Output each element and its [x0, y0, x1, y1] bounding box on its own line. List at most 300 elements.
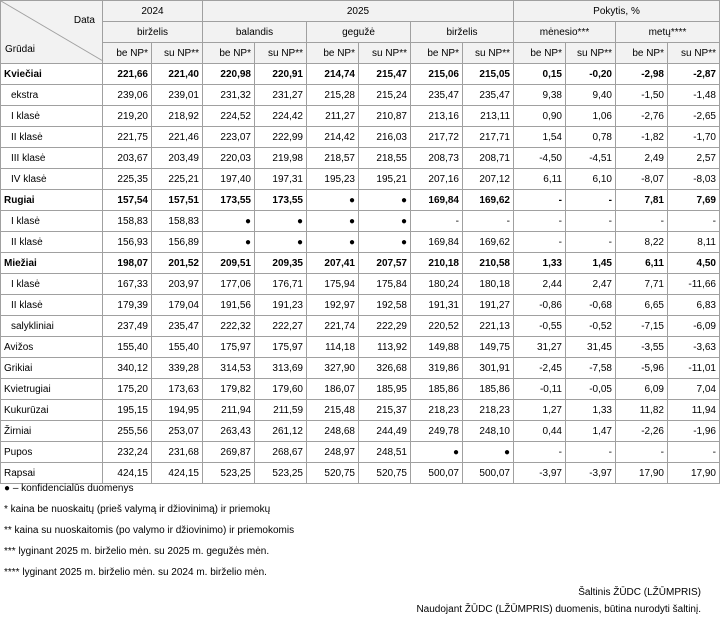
table-cell: 216,03	[359, 127, 411, 148]
row-label: Miežiai	[1, 253, 103, 274]
table-cell: 215,24	[359, 85, 411, 106]
table-cell: 217,72	[411, 127, 463, 148]
table-cell: 185,95	[359, 379, 411, 400]
table-cell: -1,50	[616, 85, 668, 106]
table-row	[1, 316, 720, 337]
table-cell: 424,15	[152, 463, 203, 484]
row-label: Grikiai	[1, 358, 103, 379]
table-row	[1, 148, 720, 169]
header-month: metų****	[616, 22, 720, 43]
row-label: II klasė	[1, 295, 103, 316]
table-cell: 209,51	[203, 253, 255, 274]
table-cell: 186,07	[307, 379, 359, 400]
table-cell: 192,58	[359, 295, 411, 316]
table-cell: 219,20	[103, 106, 152, 127]
table-cell: ●	[359, 211, 411, 232]
table-cell: 231,68	[152, 442, 203, 463]
table-cell: 169,84	[411, 232, 463, 253]
table-cell: 180,18	[463, 274, 514, 295]
source-label: Šaltinis ŽŪDC (LŽŪMPRIS)	[578, 587, 701, 598]
table-cell: 220,91	[255, 64, 307, 85]
footnote: *** lyginant 2025 m. birželio mėn. su 2025 m. gegužės mėn.	[4, 546, 270, 557]
table-cell: -	[616, 211, 668, 232]
table-cell: -2,65	[668, 106, 720, 127]
table-cell: 208,73	[411, 148, 463, 169]
table-cell: 191,23	[255, 295, 307, 316]
row-label: IV klasė	[1, 169, 103, 190]
table-cell: 179,04	[152, 295, 203, 316]
footnote: **** lyginant 2025 m. birželio mėn. su 2024 m. birželio mėn.	[4, 567, 267, 578]
table-row	[1, 232, 720, 253]
header-month: balandis	[203, 22, 307, 43]
table-cell: -0,68	[566, 295, 616, 316]
table-cell: ●	[411, 442, 463, 463]
row-label: Rapsai	[1, 463, 103, 484]
source-note: Naudojant ŽŪDC (LŽŪMPRIS) duomenis, būtina nurodyti šaltinį.	[416, 604, 701, 615]
table-cell: 1,54	[514, 127, 566, 148]
table-row	[1, 253, 720, 274]
table-cell: 1,06	[566, 106, 616, 127]
table-cell: ●	[307, 232, 359, 253]
header-row-years	[1, 1, 720, 22]
table-cell: ●	[203, 211, 255, 232]
table-cell: 219,98	[255, 148, 307, 169]
table-cell: 203,67	[103, 148, 152, 169]
table-cell: 114,18	[307, 337, 359, 358]
table-cell: -0,20	[566, 64, 616, 85]
table-cell: -7,58	[566, 358, 616, 379]
table-row	[1, 400, 720, 421]
table-cell: 210,18	[411, 253, 463, 274]
table-row	[1, 190, 720, 211]
table-cell: 520,75	[359, 463, 411, 484]
table-cell: 180,24	[411, 274, 463, 295]
table-cell: 113,92	[359, 337, 411, 358]
table-cell: 326,68	[359, 358, 411, 379]
table-cell: 7,04	[668, 379, 720, 400]
table-cell: 215,37	[359, 400, 411, 421]
table-row	[1, 274, 720, 295]
table-cell: 176,71	[255, 274, 307, 295]
table-cell: 191,27	[463, 295, 514, 316]
table-cell: -	[463, 211, 514, 232]
table-cell: 232,24	[103, 442, 152, 463]
table-cell: 500,07	[411, 463, 463, 484]
table-cell: 173,63	[152, 379, 203, 400]
table-cell: 2,49	[616, 148, 668, 169]
table-cell: 215,05	[463, 64, 514, 85]
table-row	[1, 64, 720, 85]
table-cell: ●	[307, 211, 359, 232]
table-cell: 218,23	[463, 400, 514, 421]
table-cell: 1,33	[514, 253, 566, 274]
table-cell: -2,98	[616, 64, 668, 85]
table-cell: -3,63	[668, 337, 720, 358]
table-cell: -6,09	[668, 316, 720, 337]
table-cell: -	[411, 211, 463, 232]
row-label: I klasė	[1, 274, 103, 295]
table-cell: 207,12	[463, 169, 514, 190]
table-cell: 253,07	[152, 421, 203, 442]
table-cell: -	[566, 211, 616, 232]
table-cell: 215,28	[307, 85, 359, 106]
table-row	[1, 169, 720, 190]
table-cell: 523,25	[255, 463, 307, 484]
table-row	[1, 295, 720, 316]
table-cell: 213,11	[463, 106, 514, 127]
table-body	[1, 64, 720, 484]
table-cell: 175,97	[255, 337, 307, 358]
table-cell: 0,78	[566, 127, 616, 148]
table-cell: 225,35	[103, 169, 152, 190]
table-cell: 179,39	[103, 295, 152, 316]
table-cell: 222,29	[359, 316, 411, 337]
table-cell: ●	[203, 232, 255, 253]
table-cell: -4,51	[566, 148, 616, 169]
table-cell: 7,81	[616, 190, 668, 211]
header-year-2024: 2024	[103, 1, 203, 22]
table-row	[1, 85, 720, 106]
table-cell: 224,52	[203, 106, 255, 127]
header-row-sub	[1, 43, 720, 64]
table-cell: 249,78	[411, 421, 463, 442]
row-label: II klasė	[1, 127, 103, 148]
table-cell: 6,10	[566, 169, 616, 190]
table-cell: 221,74	[307, 316, 359, 337]
table-cell: 198,07	[103, 253, 152, 274]
table-corner-cell	[1, 1, 103, 64]
row-label: I klasė	[1, 211, 103, 232]
table-row	[1, 211, 720, 232]
table-cell: 191,56	[203, 295, 255, 316]
table-cell: 6,09	[616, 379, 668, 400]
table-cell: 218,55	[359, 148, 411, 169]
table-cell: 239,01	[152, 85, 203, 106]
table-cell: 0,44	[514, 421, 566, 442]
table-cell: 214,42	[307, 127, 359, 148]
table-cell: 192,97	[307, 295, 359, 316]
table-cell: 218,23	[411, 400, 463, 421]
table-cell: 179,82	[203, 379, 255, 400]
table-cell: -1,48	[668, 85, 720, 106]
table-cell: ●	[255, 211, 307, 232]
header-be-np: be NP*	[616, 43, 668, 64]
table-cell: ●	[255, 232, 307, 253]
row-label: Kvietrugiai	[1, 379, 103, 400]
table-cell: 424,15	[103, 463, 152, 484]
table-cell: ●	[359, 232, 411, 253]
table-cell: 179,60	[255, 379, 307, 400]
table-cell: 209,35	[255, 253, 307, 274]
table-cell: -4,50	[514, 148, 566, 169]
footnote: ● – konfidencialūs duomenys	[4, 483, 134, 494]
table-cell: -	[514, 232, 566, 253]
table-cell: -	[566, 190, 616, 211]
table-cell: 214,74	[307, 64, 359, 85]
row-label: Žirniai	[1, 421, 103, 442]
table-cell: 194,95	[152, 400, 203, 421]
table-cell: 1,27	[514, 400, 566, 421]
table-cell: 185,86	[463, 379, 514, 400]
table-cell: 6,11	[616, 253, 668, 274]
row-label: Kviečiai	[1, 64, 103, 85]
table-cell: 11,94	[668, 400, 720, 421]
table-cell: 169,62	[463, 232, 514, 253]
table-cell: 158,83	[103, 211, 152, 232]
table-cell: 221,75	[103, 127, 152, 148]
table-cell: -1,82	[616, 127, 668, 148]
table-cell: -	[668, 442, 720, 463]
table-cell: 1,33	[566, 400, 616, 421]
table-cell: 191,31	[411, 295, 463, 316]
table-cell: 156,93	[103, 232, 152, 253]
table-cell: 215,48	[307, 400, 359, 421]
table-cell: 207,16	[411, 169, 463, 190]
table-row	[1, 337, 720, 358]
table-cell: 173,55	[203, 190, 255, 211]
table-cell: 263,43	[203, 421, 255, 442]
header-month: birželis	[103, 22, 203, 43]
table-cell: 261,12	[255, 421, 307, 442]
table-cell: 6,83	[668, 295, 720, 316]
table-cell: -1,70	[668, 127, 720, 148]
table-cell: 340,12	[103, 358, 152, 379]
table-cell: 185,86	[411, 379, 463, 400]
table-cell: -2,26	[616, 421, 668, 442]
table-cell: 222,99	[255, 127, 307, 148]
footnote: * kaina be nuoskaitų (prieš valymą ir džiovinimą) ir priemokų	[4, 504, 271, 515]
table-cell: ●	[463, 442, 514, 463]
row-label: Pupos	[1, 442, 103, 463]
table-cell: 211,59	[255, 400, 307, 421]
table-cell: 11,82	[616, 400, 668, 421]
table-cell: -2,76	[616, 106, 668, 127]
header-su-np: su NP**	[152, 43, 203, 64]
table-cell: 221,66	[103, 64, 152, 85]
table-cell: 169,62	[463, 190, 514, 211]
table-cell: -0,05	[566, 379, 616, 400]
table-cell: -	[668, 211, 720, 232]
table-cell: -3,97	[514, 463, 566, 484]
header-month: mėnesio***	[514, 22, 616, 43]
table-cell: 239,06	[103, 85, 152, 106]
table-cell: 313,69	[255, 358, 307, 379]
table-cell: 248,10	[463, 421, 514, 442]
table-cell: 301,91	[463, 358, 514, 379]
table-cell: 1,47	[566, 421, 616, 442]
table-cell: -0,86	[514, 295, 566, 316]
table-cell: 221,13	[463, 316, 514, 337]
table-cell: -2,45	[514, 358, 566, 379]
table-cell: 314,53	[203, 358, 255, 379]
table-cell: -8,07	[616, 169, 668, 190]
table-cell: 175,20	[103, 379, 152, 400]
table-cell: 210,58	[463, 253, 514, 274]
table-cell: -0,11	[514, 379, 566, 400]
table-cell: 218,57	[307, 148, 359, 169]
table-cell: -0,52	[566, 316, 616, 337]
footnotes	[4, 484, 294, 589]
table-cell: -	[514, 190, 566, 211]
table-cell: 208,71	[463, 148, 514, 169]
header-row-months	[1, 22, 720, 43]
table-cell: 220,52	[411, 316, 463, 337]
corner-label-grudai: Grūdai	[5, 44, 36, 55]
table-cell: 167,33	[103, 274, 152, 295]
header-be-np: be NP*	[411, 43, 463, 64]
table-row	[1, 463, 720, 484]
table-cell: 17,90	[668, 463, 720, 484]
row-label: Avižos	[1, 337, 103, 358]
table-cell: 6,11	[514, 169, 566, 190]
table-cell: 235,47	[152, 316, 203, 337]
table-cell: 213,16	[411, 106, 463, 127]
header-month: gegužė	[307, 22, 411, 43]
table-cell: 248,51	[359, 442, 411, 463]
table-cell: 224,42	[255, 106, 307, 127]
header-be-np: be NP*	[307, 43, 359, 64]
table-cell: 175,94	[307, 274, 359, 295]
table-cell: ●	[307, 190, 359, 211]
table-cell: 8,22	[616, 232, 668, 253]
table-cell: 7,69	[668, 190, 720, 211]
table-cell: 157,54	[103, 190, 152, 211]
table-cell: 155,40	[152, 337, 203, 358]
table-cell: 195,23	[307, 169, 359, 190]
table-cell: -1,96	[668, 421, 720, 442]
table-cell: 327,90	[307, 358, 359, 379]
table-cell: 177,06	[203, 274, 255, 295]
table-cell: 231,32	[203, 85, 255, 106]
table-row	[1, 358, 720, 379]
table-cell: 149,88	[411, 337, 463, 358]
table-cell: 220,98	[203, 64, 255, 85]
row-label: salykliniai	[1, 316, 103, 337]
table-cell: 157,51	[152, 190, 203, 211]
table-cell: -	[514, 442, 566, 463]
table-cell: 31,27	[514, 337, 566, 358]
table-cell: 6,65	[616, 295, 668, 316]
header-be-np: be NP*	[514, 43, 566, 64]
table-cell: 203,97	[152, 274, 203, 295]
table-cell: 201,52	[152, 253, 203, 274]
table-cell: 210,87	[359, 106, 411, 127]
table-cell: 222,32	[203, 316, 255, 337]
table-cell: 9,38	[514, 85, 566, 106]
header-be-np: be NP*	[103, 43, 152, 64]
table-cell: 269,87	[203, 442, 255, 463]
table-cell: ●	[359, 190, 411, 211]
footnote: ** kaina su nuoskaitomis (po valymo ir džiovinimo) ir priemokomis	[4, 525, 295, 536]
table-cell: -7,15	[616, 316, 668, 337]
header-su-np: su NP**	[566, 43, 616, 64]
table-cell: 235,47	[463, 85, 514, 106]
header-su-np: su NP**	[255, 43, 307, 64]
table-row	[1, 421, 720, 442]
table-cell: 221,40	[152, 64, 203, 85]
table-cell: 221,46	[152, 127, 203, 148]
table-cell: -	[514, 211, 566, 232]
header-year-2025: 2025	[203, 1, 514, 22]
table-cell: 248,68	[307, 421, 359, 442]
table-cell: -	[566, 442, 616, 463]
table-cell: 211,94	[203, 400, 255, 421]
table-cell: 2,57	[668, 148, 720, 169]
table-cell: 197,40	[203, 169, 255, 190]
table-cell: -	[566, 232, 616, 253]
table-cell: 175,97	[203, 337, 255, 358]
table-cell: 197,31	[255, 169, 307, 190]
table-cell: 268,67	[255, 442, 307, 463]
header-month: birželis	[411, 22, 514, 43]
table-cell: 235,47	[411, 85, 463, 106]
header-su-np: su NP**	[359, 43, 411, 64]
table-cell: 9,40	[566, 85, 616, 106]
table-cell: 220,03	[203, 148, 255, 169]
table-cell: 2,47	[566, 274, 616, 295]
table-cell: 8,11	[668, 232, 720, 253]
table-row	[1, 442, 720, 463]
table-cell: -11,01	[668, 358, 720, 379]
table-row	[1, 106, 720, 127]
table-cell: 195,15	[103, 400, 152, 421]
header-change: Pokytis, %	[514, 1, 720, 22]
table-cell: 4,50	[668, 253, 720, 274]
row-label: Rugiai	[1, 190, 103, 211]
table-cell: 1,45	[566, 253, 616, 274]
table-cell: 0,90	[514, 106, 566, 127]
table-cell: 231,27	[255, 85, 307, 106]
table-cell: 225,21	[152, 169, 203, 190]
header-su-np: su NP**	[668, 43, 720, 64]
corner-label-data: Data	[73, 15, 95, 26]
table-cell: 149,75	[463, 337, 514, 358]
table-cell: 169,84	[411, 190, 463, 211]
table-cell: 248,97	[307, 442, 359, 463]
table-cell: 218,92	[152, 106, 203, 127]
row-label: III klasė	[1, 148, 103, 169]
table-cell: 0,15	[514, 64, 566, 85]
table-cell: 175,84	[359, 274, 411, 295]
table-cell: -	[616, 442, 668, 463]
table-cell: 319,86	[411, 358, 463, 379]
row-label: Kukurūzai	[1, 400, 103, 421]
table-cell: 2,44	[514, 274, 566, 295]
table-cell: 156,89	[152, 232, 203, 253]
table-cell: 207,41	[307, 253, 359, 274]
table-row	[1, 379, 720, 400]
row-label: I klasė	[1, 106, 103, 127]
table-cell: 223,07	[203, 127, 255, 148]
table-cell: -3,97	[566, 463, 616, 484]
row-label: ekstra	[1, 85, 103, 106]
table-cell: 215,06	[411, 64, 463, 85]
table-cell: 173,55	[255, 190, 307, 211]
table-cell: -5,96	[616, 358, 668, 379]
table-cell: 207,57	[359, 253, 411, 274]
table-cell: 523,25	[203, 463, 255, 484]
table-cell: 158,83	[152, 211, 203, 232]
table-cell: 211,27	[307, 106, 359, 127]
table-cell: -3,55	[616, 337, 668, 358]
table-cell: 155,40	[103, 337, 152, 358]
table-cell: 215,47	[359, 64, 411, 85]
header-be-np: be NP*	[203, 43, 255, 64]
table-cell: -2,87	[668, 64, 720, 85]
table-cell: 339,28	[152, 358, 203, 379]
table-cell: -11,66	[668, 274, 720, 295]
table-cell: 217,71	[463, 127, 514, 148]
